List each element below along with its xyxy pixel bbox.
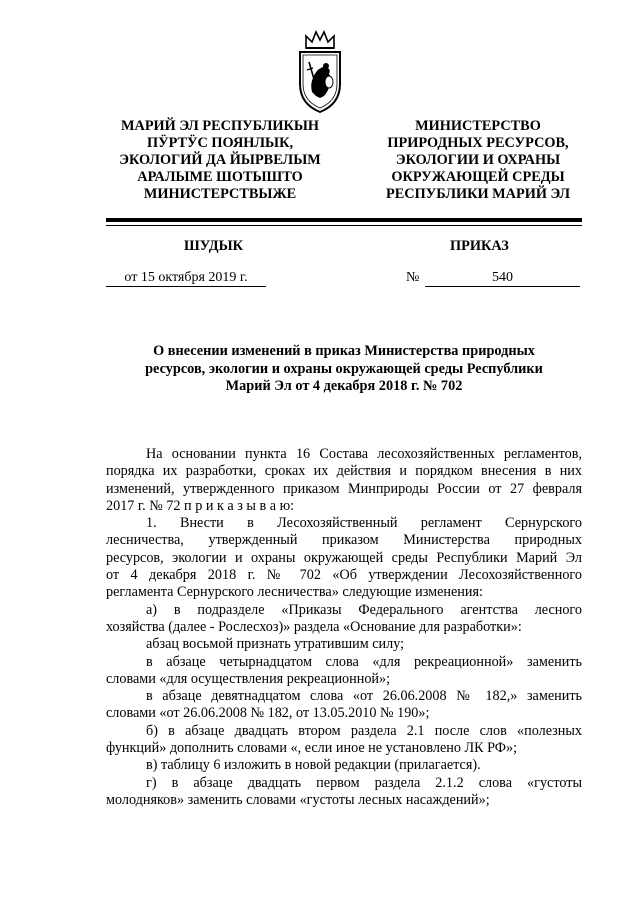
paragraph-line: функций» дополнить словами «, если иное не установлено ЛК РФ»;: [106, 740, 518, 757]
paragraph-line: а) в подразделе «Приказы Федерального агентства лесного: [146, 601, 582, 618]
title-line: ресурсов, экологии и охраны окружающей среды Республики: [145, 360, 543, 377]
paragraph: [106, 775, 582, 810]
ministry-name-russian: [362, 118, 594, 203]
doc-type-mari: ШУДЫК: [184, 238, 243, 254]
header-line: АРАЛЫМЕ ШОТЫШТО: [137, 169, 303, 185]
paragraph: [106, 757, 582, 774]
paragraph-line: словами «от 26.06.2008 № 182, от 13.05.2010 № 190»;: [106, 705, 430, 722]
header-line: ПРИРОДНЫХ РЕСУРСОВ,: [387, 135, 569, 151]
header-line: МИНИСТЕРСТВЫЖЕ: [143, 186, 297, 202]
header-divider-thick: [106, 218, 582, 222]
paragraph-line: лесничества, утвержденный приказом Министерства природных: [106, 532, 582, 549]
paragraph-line: регламента Сернурского лесничества» следующие изменения:: [106, 584, 483, 601]
paragraph: [106, 688, 582, 723]
paragraph-line: хозяйства (далее - Рослесхоз)» раздела «Основание для разработки»:: [106, 618, 522, 635]
header-line: МИНИСТЕРСТВО: [415, 118, 541, 134]
header-line: ПӰРТӰС ПОЯНЛЫК,: [146, 135, 294, 151]
paragraph: [106, 515, 582, 601]
title-line: О внесении изменений в приказ Министерства природных: [153, 343, 535, 359]
header-line: ЭКОЛОГИЙ ДА ЙЫРВЕЛЫМ: [119, 152, 321, 168]
paragraph-line: порядка их разработки, сроках их действия и порядком внесения в них: [106, 463, 582, 480]
paragraph: [106, 654, 582, 689]
order-title: [106, 343, 582, 396]
paragraph-line: от 4 декабря 2018 г. № 702 «Об утверждении Лесохозяйственного: [106, 567, 582, 584]
paragraph: [106, 446, 582, 515]
paragraph-line: На основании пункта 16 Состава лесохозяйственных регламентов,: [146, 446, 582, 462]
order-number: 540: [425, 269, 580, 287]
header-line: РЕСПУБЛИКИ МАРИЙ ЭЛ: [386, 186, 570, 202]
paragraph: [106, 636, 582, 653]
header-line: МАРИЙ ЭЛ РЕСПУБЛИКЫН: [121, 118, 319, 134]
paragraph-line: ресурсов, экологии и охраны окружающей среды Республики Марий Эл: [106, 549, 582, 566]
header-line: ЭКОЛОГИИ И ОХРАНЫ: [395, 152, 561, 168]
paragraph-line: г) в абзаце двадцать первом раздела 2.1.2 слова «густоты: [146, 774, 582, 791]
paragraph-line: в абзаце четырнадцатом слова «для рекреационной» заменить: [146, 653, 582, 670]
ministry-name-mari: [100, 118, 340, 203]
paragraph-line: б) в абзаце двадцать втором раздела 2.1 после слов «полезных: [146, 722, 582, 739]
paragraph-line: молодняков» заменить словами «густоты лесных насаждений»;: [106, 791, 490, 808]
paragraph: [106, 723, 582, 758]
paragraph-line: изменений, утвержденного приказом Минприроды России от 27 февраля: [106, 480, 582, 497]
title-line: Марий Эл от 4 декабря 2018 г. № 702: [225, 378, 463, 394]
paragraph: [106, 602, 582, 637]
paragraph-line: в) таблицу 6 изложить в новой редакции (прилагается).: [146, 757, 481, 774]
paragraph-line: в абзаце девятнадцатом слова «от 26.06.2008 № 182,» заменить: [146, 688, 582, 705]
header-divider-thin: [106, 225, 582, 226]
order-number-label: №: [406, 270, 420, 285]
order-body: [106, 446, 582, 809]
header-line: ОКРУЖАЮЩЕЙ СРЕДЫ: [391, 169, 565, 185]
paragraph-line: 1. Внести в Лесохозяйственный регламент Сернурского: [146, 515, 582, 532]
coat-of-arms-emblem: [294, 26, 346, 116]
paragraph-line: абзац восьмой признать утратившим силу;: [146, 636, 405, 653]
paragraph-line: 2017 г. № 72 п р и к а з ы в а ю:: [106, 497, 295, 514]
paragraph-line: словами «для осуществления рекреационной»;: [106, 670, 391, 687]
doc-type-russian: ПРИКАЗ: [450, 238, 509, 254]
order-date: от 15 октября 2019 г.: [106, 269, 266, 287]
